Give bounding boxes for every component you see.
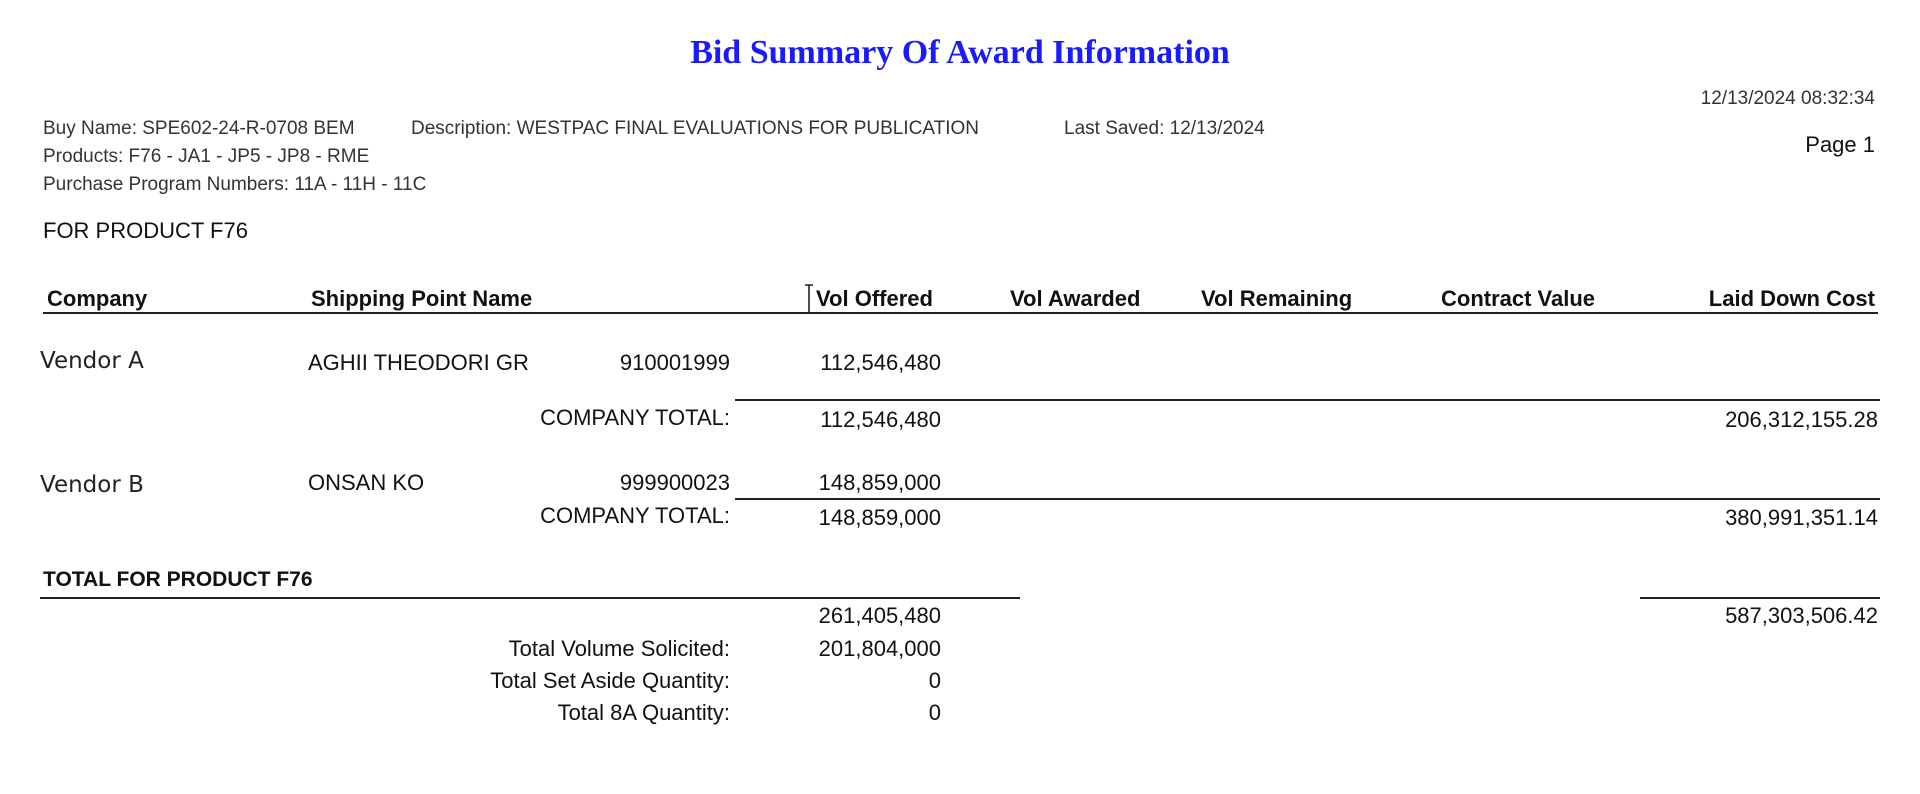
vendor-a-total-label: COMPANY TOTAL:: [540, 405, 730, 430]
product-total-label: TOTAL FOR PRODUCT F76: [43, 568, 313, 591]
vendor-a-company: Vendor A: [40, 348, 144, 374]
product-total-rule-right: [1640, 597, 1880, 599]
total-set-aside-value: 0: [928, 668, 941, 693]
last-saved: Last Saved: 12/13/2024: [1064, 118, 1265, 139]
vendor-b-company: Vendor B: [40, 472, 144, 498]
total-8a-label: Total 8A Quantity:: [557, 700, 730, 725]
col-vol-offered: Vol Offered: [816, 286, 933, 311]
vendor-a-shipping-point: AGHII THEODORI GR: [308, 350, 529, 375]
col-contract-value: Contract Value: [1441, 286, 1596, 311]
description: Description: WESTPAC FINAL EVALUATIONS FOR PUBLICATION: [411, 118, 979, 139]
total-8a-value: 0: [928, 700, 941, 725]
section-heading: FOR PRODUCT F76: [43, 218, 248, 243]
page-number: Page 1: [1805, 132, 1875, 157]
vendor-b-total-label: COMPANY TOTAL:: [540, 503, 730, 528]
vendor-a-total-vol-offered: 112,546,480: [820, 407, 941, 432]
vendor-b-vol-offered: 148,859,000: [818, 470, 941, 495]
col-company: Company: [47, 286, 148, 311]
total-volume-solicited-value: 201,804,000: [818, 636, 941, 661]
product-total-vol-offered: 261,405,480: [818, 603, 941, 628]
vendor-a-vol-offered: 112,546,480: [820, 350, 941, 375]
text-cursor-icon: [804, 284, 814, 314]
col-laid-down-cost: Laid Down Cost: [1708, 286, 1875, 311]
vendor-a-code: 910001999: [619, 350, 730, 375]
col-vol-awarded: Vol Awarded: [1010, 286, 1141, 311]
product-total-rule-left: [40, 597, 1020, 599]
vendor-b-total-laid-down-cost: 380,991,351.14: [1725, 505, 1878, 530]
col-shipping-point: Shipping Point Name: [311, 286, 533, 311]
purchase-program-numbers: Purchase Program Numbers: 11A - 11H - 11C: [43, 174, 427, 195]
vendor-b-shipping-point: ONSAN KO: [308, 470, 425, 495]
vendor-b-total-rule: [735, 498, 1880, 500]
report-title: Bid Summary Of Award Information: [690, 34, 1230, 71]
total-volume-solicited-label: Total Volume Solicited:: [508, 636, 730, 661]
report-timestamp: 12/13/2024 08:32:34: [1700, 88, 1875, 109]
vendor-a-total-laid-down-cost: 206,312,155.28: [1725, 407, 1878, 432]
header-rule: [43, 312, 1878, 314]
product-total-laid-down-cost: 587,303,506.42: [1725, 603, 1878, 628]
total-set-aside-label: Total Set Aside Quantity:: [490, 668, 730, 693]
vendor-b-code: 999900023: [619, 470, 730, 495]
products: Products: F76 - JA1 - JP5 - JP8 - RME: [43, 146, 370, 167]
vendor-a-total-rule: [735, 399, 1880, 401]
col-vol-remaining: Vol Remaining: [1201, 286, 1353, 311]
buy-name: Buy Name: SPE602-24-R-0708 BEM: [43, 118, 355, 139]
vendor-b-total-vol-offered: 148,859,000: [818, 505, 941, 530]
